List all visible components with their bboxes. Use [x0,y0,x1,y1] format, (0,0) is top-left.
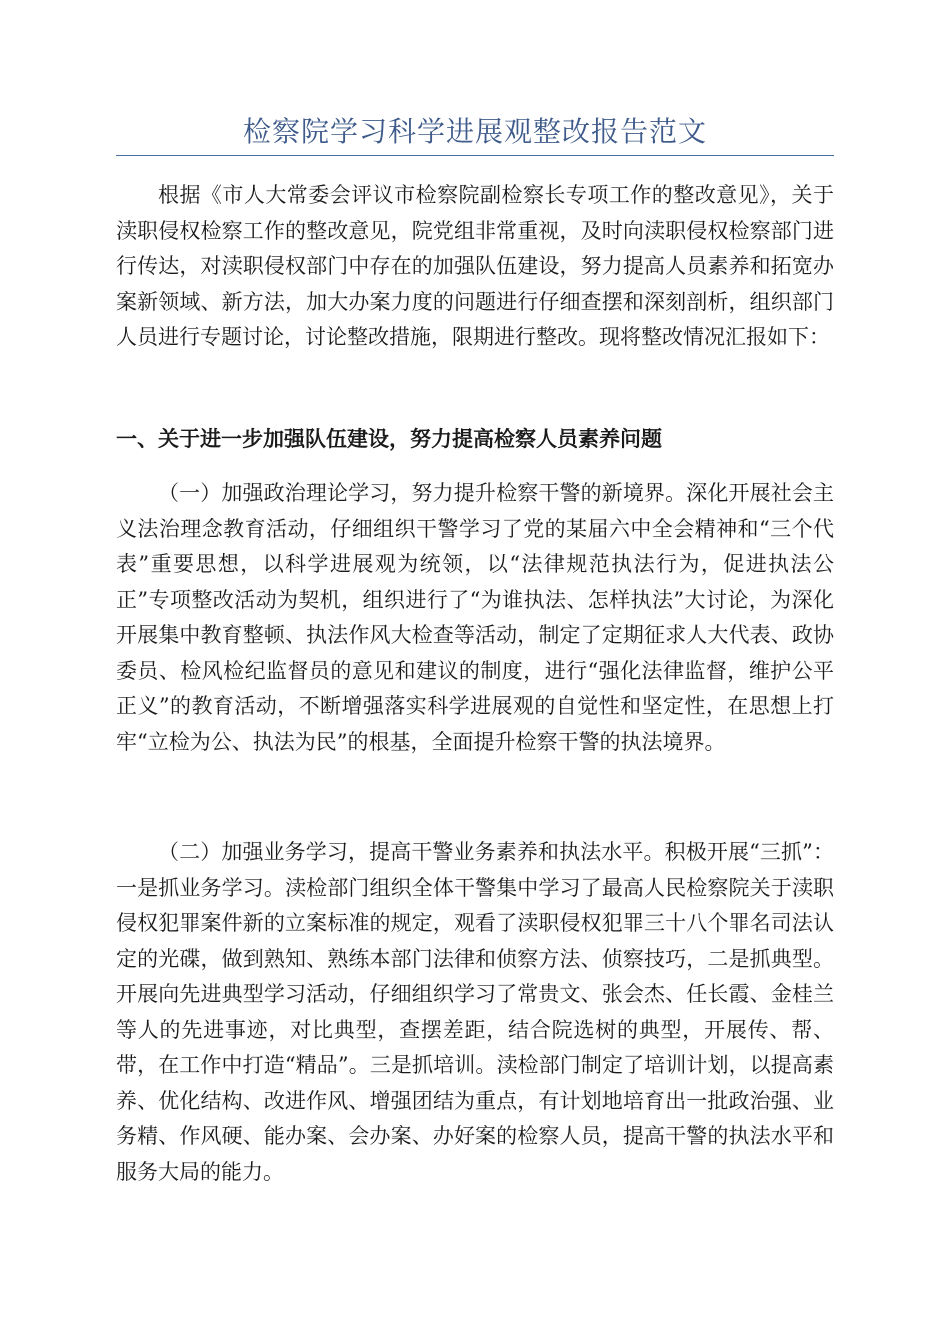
intro-paragraph: 根据《市人大常委会评议市检察院副检察长专项工作的整改意见》，关于渎职侵权检察工作的整改意见，院党组非常重视，及时向渎职侵权检察部门进行传达，对渎职侵权部门中存在的加强队伍建设，努力提高人员素养和拓宽办案新领域、新方法，加大办案力度的问题进行仔细查摆和深刻剖析，组织部门人员进行专题讨论，讨论整改措施，限期进行整改。现将整改情况汇报如下： [116,183,834,349]
title-underline [116,155,834,156]
paragraph-political-study: （一）加强政治理论学习，努力提升检察干警的新境界。深化开展社会主义法治理念教育活动，仔细组织干警学习了党的某届六中全会精神和“三个代表”重要思想，以科学进展观为统领，以“法律规范执法行为，促进执法公正”专项整改活动为契机，组织进行了“为谁执法、怎样执法”大讨论，为深化开展集中教育整顿、执法作风大检查等活动，制定了定期征求人大代表、政协委员、检风检纪监督员的意见和建议的制度，进行“强化法律监督，维护公平正义”的教育活动，不断增强落实科学进展观的自觉性和坚定性，在思想上打牢“立检为公、执法为民”的根基，全面提升检察干警的执法境界。 [116,481,834,754]
document-title: 检察院学习科学进展观整改报告范文 [242,115,707,148]
section-heading-1: 一、关于进一步加强队伍建设，努力提高检察人员素养问题 [116,426,662,451]
paragraph-business-study: （二）加强业务学习，提高干警业务素养和执法水平。积极开展“三抓”：一是抓业务学习。渎检部门组织全体干警集中学习了最高人民检察院关于渎职侵权犯罪案件新的立案标准的规定，观看了渎职侵权犯罪三十八个罪名司法认定的光碟，做到熟知、熟练本部门法律和侦察方法、侦察技巧，二是抓典型。开展向先进典型学习活动，仔细组织学习了常贵文、张会杰、任长霞、金桂兰等人的先进事迹，对比典型，查摆差距，结合院选树的典型，开展传、帮、带，在工作中打造“精品”。三是抓培训。渎检部门制定了培训计划，以提高素养、优化结构、改进作风、增强团结为重点，有计划地培育出一批政治强、业务精、作风硬、能办案、会办案、办好案的检察人员，提高干警的执法水平和服务大局的能力。 [116,840,834,1184]
